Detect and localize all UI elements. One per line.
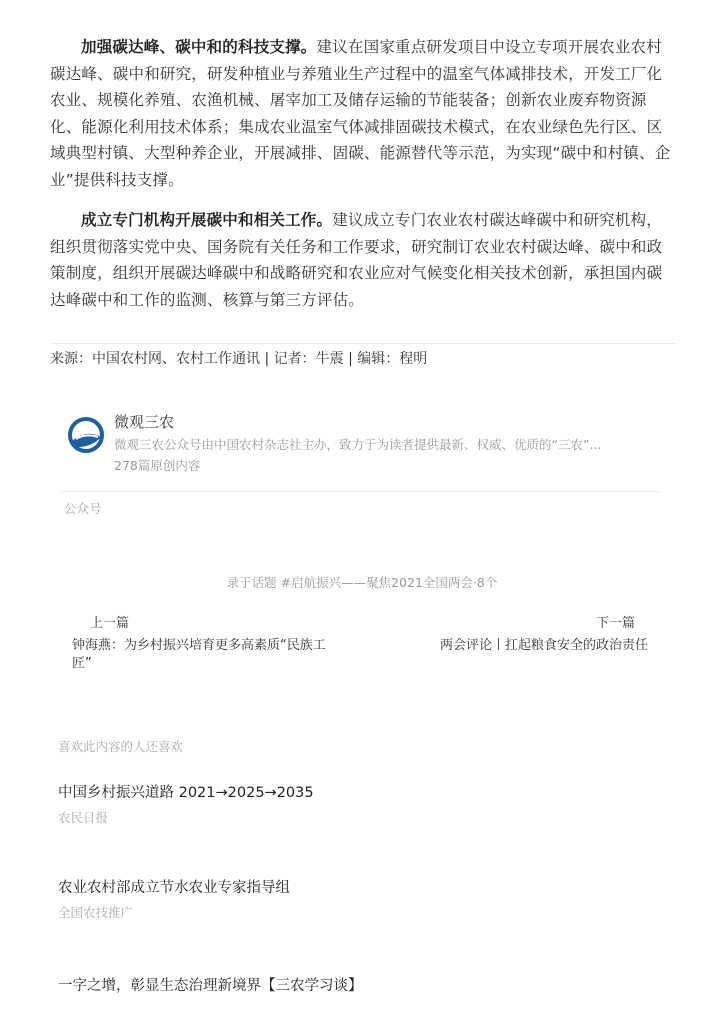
recommend-item[interactable] — [58, 974, 678, 995]
account-divider — [62, 491, 660, 492]
account-description: 微观三农公众号由中国农村杂志社主办，致力于为读者提供最新、权威、优质的“三农”... — [114, 437, 602, 452]
article-paragraph — [50, 34, 676, 193]
account-type-label: 公众号 — [64, 501, 102, 516]
topic-tag[interactable]: 录于话题 #启航振兴——聚焦2021全国两会·8个 — [226, 575, 498, 590]
section-divider — [50, 343, 676, 344]
recommend-item-title[interactable]: 中国乡村振兴道路 2021→2025→2035 — [58, 785, 314, 801]
paragraph-lead: 加强碳达峰、碳中和的科技支撑。 — [81, 38, 317, 56]
recommend-item-source: 全国农技推广 — [58, 905, 134, 920]
account-card[interactable] — [68, 411, 660, 491]
next-article-link[interactable]: 两会评论丨扛起粮食安全的政治责任 — [440, 638, 649, 653]
recommend-item-title[interactable]: 农业农村部成立节水农业专家指导组 — [58, 880, 290, 896]
paragraph-text: 建议在国家重点研发项目中设立专项开展农业农村碳达峰、碳中和研究，研发种植业与养殖业生产过程中的温室气体减排技术，开发工厂化农业、规模化养殖、农渔机械、屠宰加工及储存运输的节能装备；创新农业废弃物资源化、能源化利用技术体系；集成农业温室气体减排固碳技术模式，在农业绿色先行区、区域典型村镇、大型种养企业，开展减排、固碳、能源替代等示范，为实现“碳中和村镇、企业”提供科技支撑。 — [50, 38, 671, 189]
prev-article-link[interactable]: 钟海燕：为乡村振兴培育更多高素质“民族工匠” — [72, 638, 326, 671]
next-article-label[interactable]: 下一篇 — [596, 616, 636, 631]
recommend-item-title[interactable]: 一字之增，彰显生态治理新境界【三农学习谈】 — [58, 978, 363, 994]
account-article-count: 278篇原创内容 — [114, 458, 201, 473]
recommend-header: 喜欢此内容的人还喜欢 — [58, 739, 184, 754]
recommend-item[interactable] — [58, 781, 678, 826]
prev-article-label[interactable]: 上一篇 — [90, 616, 130, 631]
account-logo-icon — [68, 417, 104, 453]
recommend-item[interactable] — [58, 876, 678, 921]
recommend-item-source: 农民日报 — [58, 810, 109, 825]
paragraph-text: 建议成立专门农业农村碳达峰碳中和研究机构，组织贯彻落实党中央、国务院有关任务和工作要求，研究制订农业农村碳达峰、碳中和政策制度，组织开展碳达峰碳中和战略研究和农业应对气候变化相关技术创新，承担国内碳达峰碳中和工作的监测、核算与第三方评估。 — [50, 211, 663, 309]
article-paragraph — [50, 207, 676, 313]
account-name[interactable]: 微观三农 — [114, 413, 175, 431]
source-line: 来源：中国农村网、农村工作通讯 | 记者：牛震 | 编辑：程明 — [50, 351, 428, 367]
article-body — [50, 34, 676, 327]
paragraph-lead: 成立专门机构开展碳中和相关工作。 — [81, 211, 333, 229]
